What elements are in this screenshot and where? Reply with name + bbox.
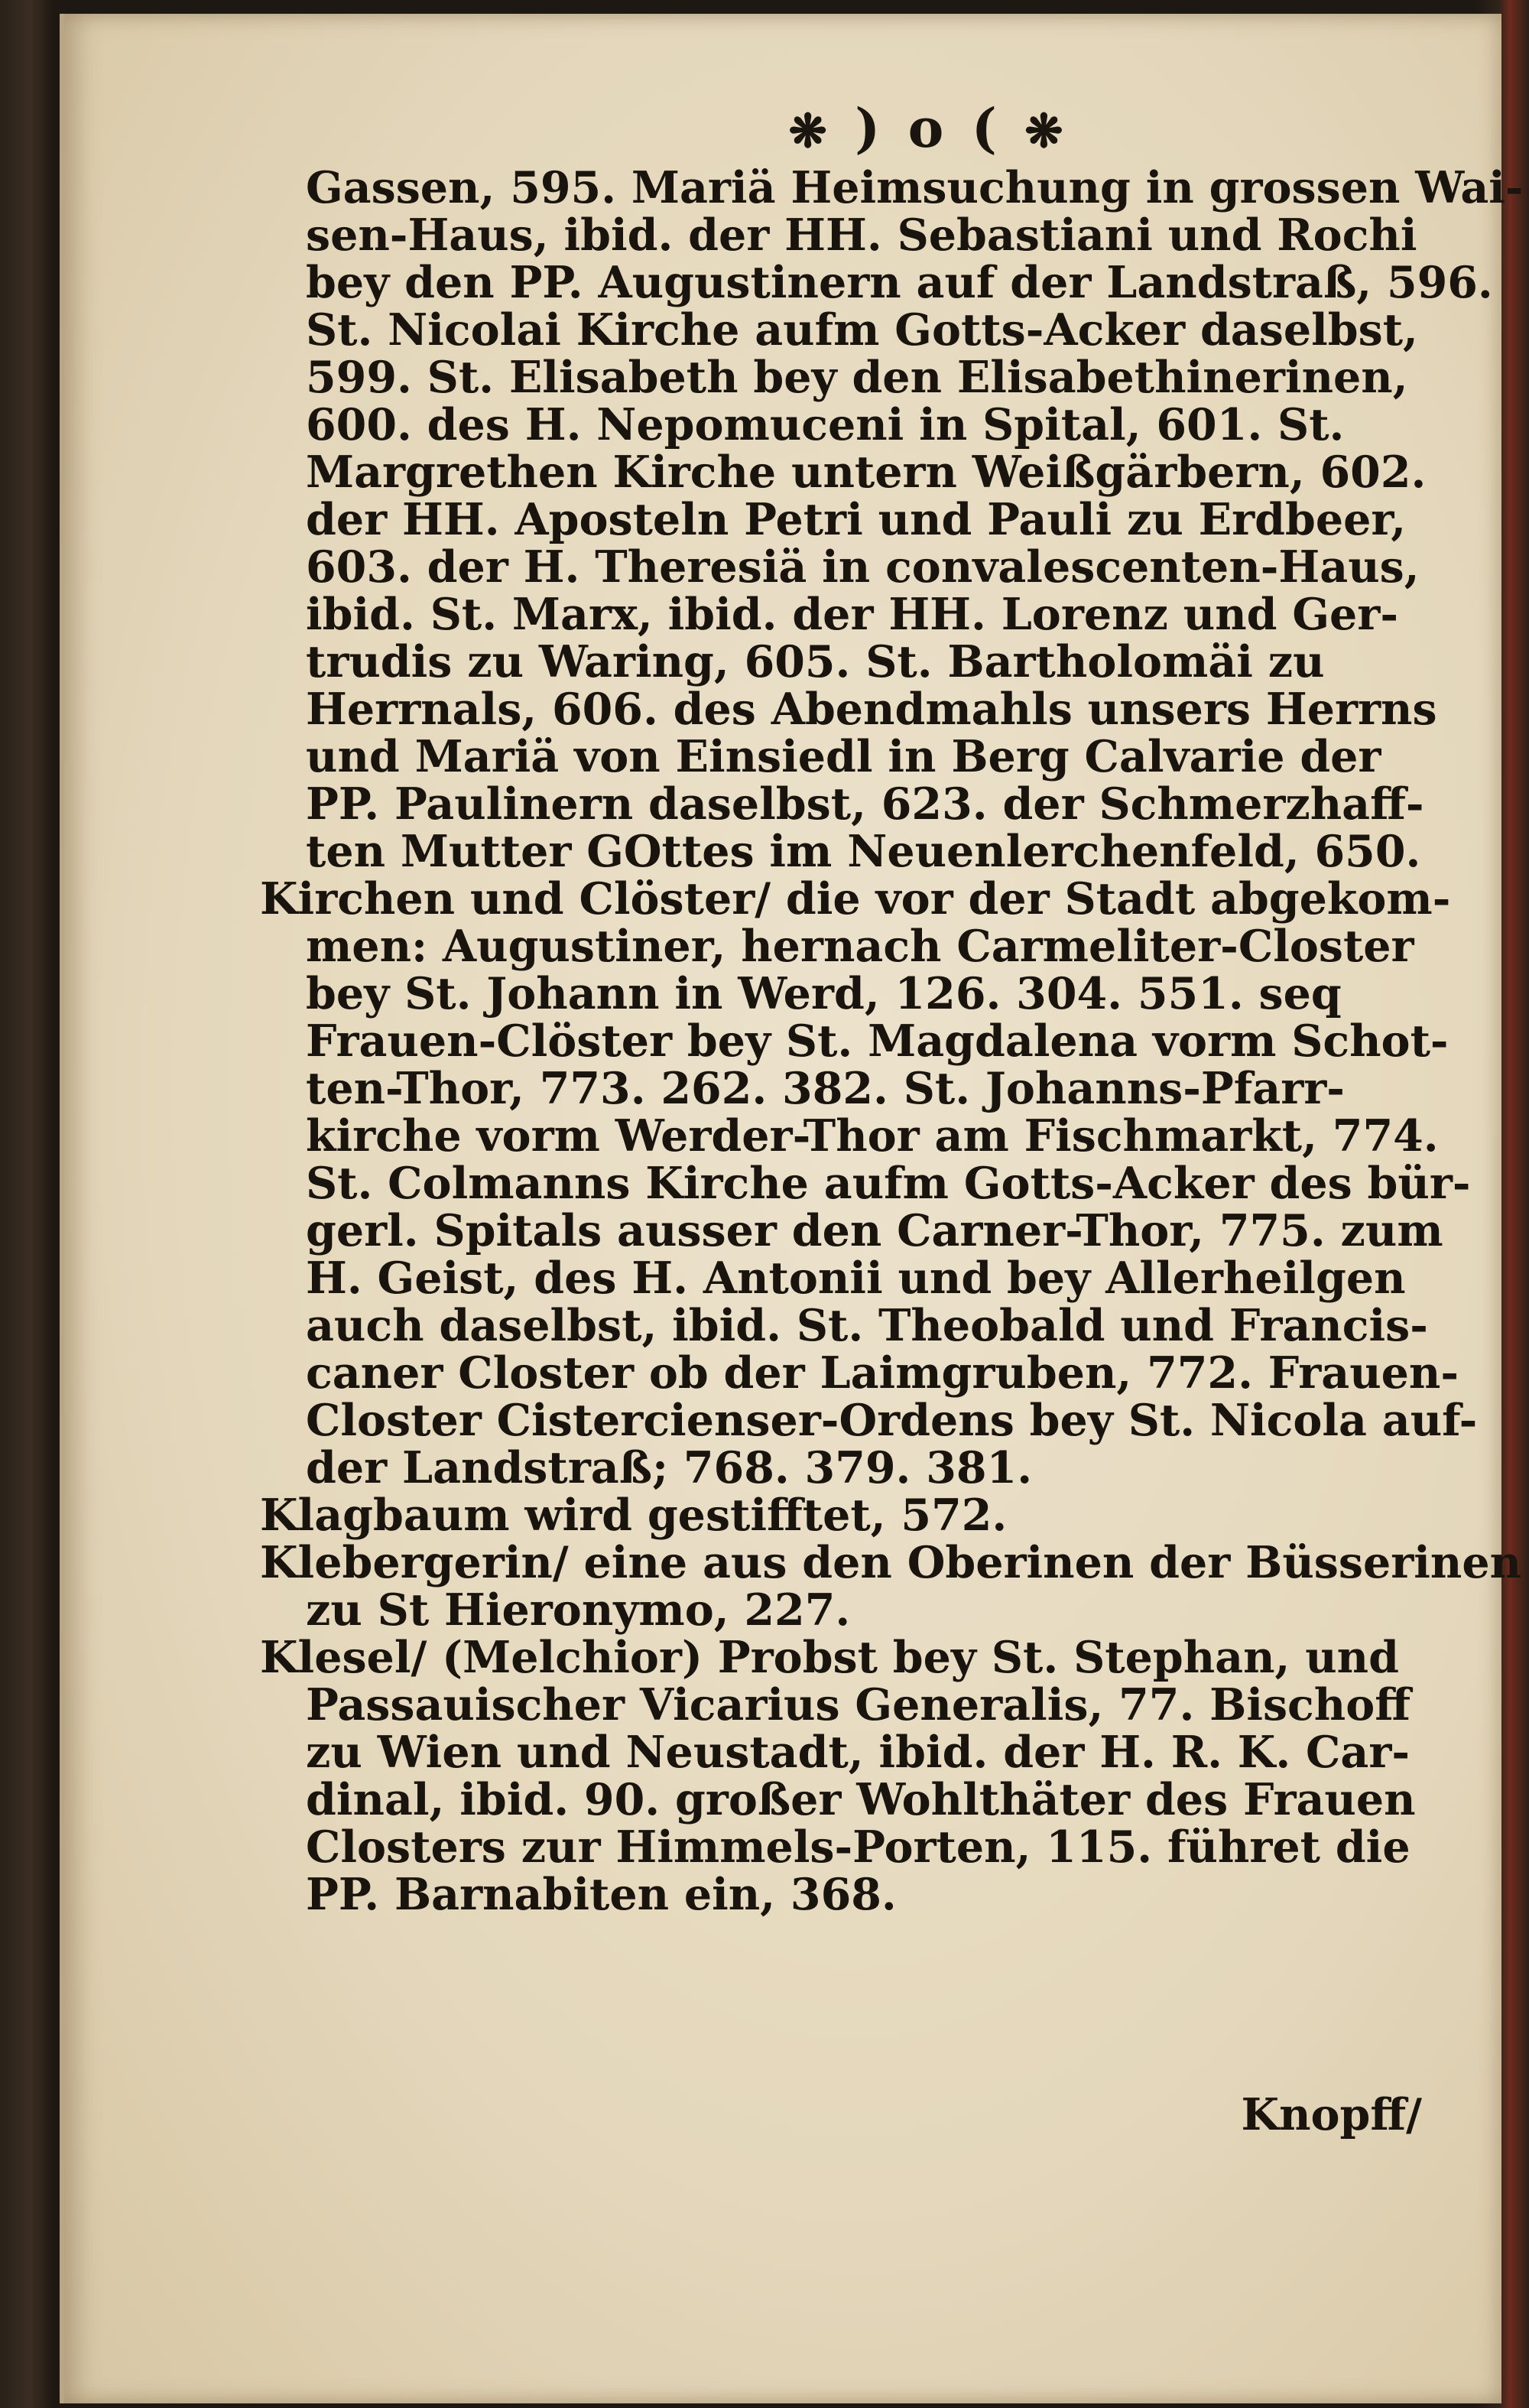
- text-line: Herrnals, 606. des Abendmahls unsers Herrns: [306, 684, 1437, 735]
- text-line: 599. St. Elisabeth bey den Elisabethinerinen,: [306, 352, 1408, 403]
- text-line: und Mariä von Einsiedl in Berg Calvarie der: [306, 731, 1381, 782]
- catchword: Knopff/: [1241, 2089, 1422, 2140]
- entry-heading-line: Klagbaum wird gestifftet, 572.: [260, 1490, 1008, 1541]
- text-line: PP. Paulinern daselbst, 623. der Schmerzhaff-: [306, 778, 1424, 830]
- text-line: Frauen-Clöster bey St. Magdalena vorm Schot-: [306, 1016, 1449, 1067]
- text-line: zu Wien und Neustadt, ibid. der H. R. K. Car-: [306, 1727, 1411, 1778]
- text-line: auch daselbst, ibid. St. Theobald und Francis-: [306, 1300, 1428, 1351]
- text-line: men: Augustiner, hernach Carmeliter-Closter: [306, 921, 1414, 972]
- text-line: gerl. Spitals ausser den Carner-Thor, 775. zum: [306, 1205, 1443, 1256]
- text-line: 603. der H. Theresiä in convalescenten-Haus,: [306, 541, 1420, 593]
- text-line: Passauischer Vicarius Generalis, 77. Bischoff: [306, 1679, 1411, 1730]
- text-line: H. Geist, des H. Antonii und bey Allerheilgen: [306, 1253, 1406, 1304]
- text-line: ten Mutter GOttes im Neuenlerchenfeld, 650.: [306, 826, 1421, 877]
- index-text: [260, 162, 1524, 1920]
- text-line: Margrethen Kirche untern Weißgärbern, 602.: [306, 447, 1427, 498]
- text-line: PP. Barnabiten ein, 368.: [306, 1869, 897, 1920]
- text-line: kirche vorm Werder-Thor am Fischmarkt, 774.: [306, 1110, 1439, 1162]
- entry-heading-line: Klesel/ (Melchior) Probst bey St. Stephan, und: [260, 1632, 1399, 1683]
- text-line: ten-Thor, 773. 262. 382. St. Johanns-Pfarr-: [306, 1063, 1345, 1114]
- flower-ornament-right-icon: ❋: [1024, 105, 1068, 158]
- text-line: bey den PP. Augustinern auf der Landstraß, 596.: [306, 257, 1493, 308]
- text-line: ibid. St. Marx, ibid. der HH. Lorenz und Ger-: [306, 589, 1398, 640]
- text-line: St. Nicolai Kirche aufm Gotts-Acker daselbst,: [306, 304, 1418, 356]
- entry-heading-line: Klebergerin/ eine aus den Oberinen der Büsserinen: [260, 1537, 1522, 1588]
- text-line: der Landstraß; 768. 379. 381.: [306, 1442, 1033, 1493]
- text-line: sen-Haus, ibid. der HH. Sebastiani und Rochi: [306, 210, 1417, 261]
- text-line: St. Colmanns Kirche aufm Gotts-Acker des bür-: [306, 1158, 1471, 1209]
- page-number: ) o (: [855, 96, 1001, 160]
- text-line: bey St. Johann in Werd, 126. 304. 551. seq: [306, 968, 1342, 1019]
- page-header: [737, 94, 1119, 166]
- text-line: der HH. Aposteln Petri und Pauli zu Erdbeer,: [306, 494, 1407, 545]
- entry-heading-line: Kirchen und Clöster/ die vor der Stadt abgekom-: [260, 873, 1451, 925]
- text-line: Closters zur Himmels-Porten, 115. führet die: [306, 1821, 1411, 1873]
- text-line: 600. des H. Nepomuceni in Spital, 601. St.: [306, 399, 1345, 450]
- text-line: Closter Cistercienser-Ordens bey St. Nicola auf-: [306, 1395, 1478, 1446]
- text-line: zu St Hieronymo, 227.: [306, 1584, 851, 1636]
- flower-ornament-left-icon: ❋: [788, 105, 832, 158]
- text-line: caner Closter ob der Laimgruben, 772. Frauen-: [306, 1347, 1459, 1399]
- text-line: Gassen, 595. Mariä Heimsuchung in grossen Wai-: [306, 162, 1524, 213]
- text-line: trudis zu Waring, 605. St. Bartholomäi zu: [306, 636, 1325, 687]
- text-line: dinal, ibid. 90. großer Wohlthäter des Frauen: [306, 1774, 1416, 1825]
